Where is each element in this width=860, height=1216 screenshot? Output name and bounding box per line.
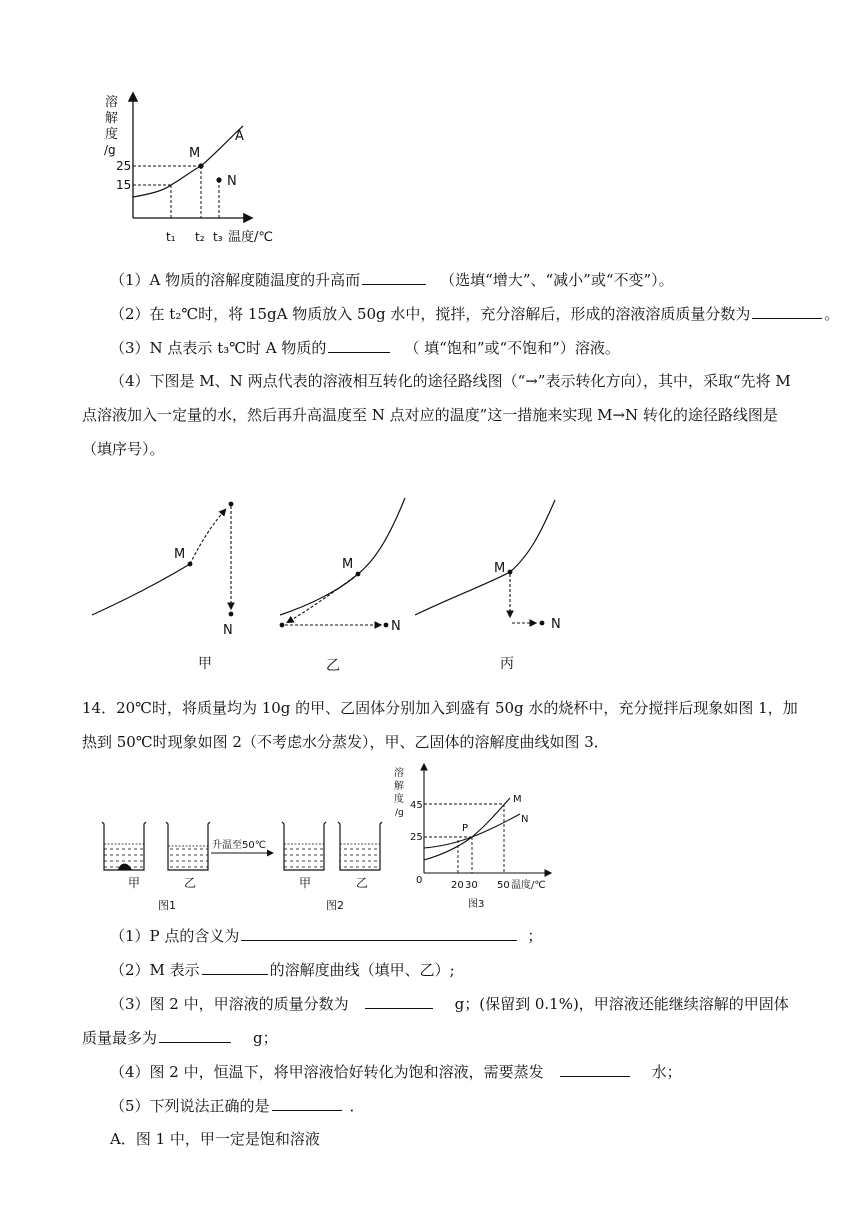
point-m-label: M <box>189 146 201 161</box>
beaker-label: 甲 <box>299 876 312 890</box>
point-n <box>229 612 234 617</box>
beaker-yi-fig2 <box>338 822 382 890</box>
answer-blank <box>159 1026 231 1043</box>
beaker-label: 乙 <box>356 876 369 890</box>
q13-p1-text: （选填“增大”、“减小”或“不变”）。 <box>440 271 674 289</box>
heat-arrow-text: 升温至50℃ <box>212 840 266 851</box>
answer-blank <box>560 1060 630 1077</box>
q14-part1 <box>110 924 542 947</box>
q14-p5-text: ． <box>349 1097 365 1115</box>
y-tick-label: 45 <box>410 800 423 811</box>
answer-blank <box>362 268 426 285</box>
q13-p2-text: 。 <box>824 305 840 323</box>
dashed-path <box>190 510 225 564</box>
q13-p2-text: （2）在 t₂℃时，将 15gA 物质放入 50g 水中，搅拌，充分溶解后，形成的溶液溶质质量分数为 <box>110 305 751 323</box>
answer-blank <box>365 992 433 1009</box>
q14-p3-text: g； <box>253 1029 278 1047</box>
q14-part5 <box>110 1094 365 1117</box>
q14-stem-line2: 热到 50℃时现象如图 2（不考虑水分蒸发），甲、乙固体的溶解度曲线如图 3． <box>82 733 609 751</box>
liquid <box>168 846 208 870</box>
path-diagram-yi <box>280 498 405 674</box>
point-m <box>198 163 203 168</box>
y-label-char: 溶 <box>394 768 404 779</box>
y-label-char: 解 <box>394 781 404 792</box>
q14-p4-text: 水； <box>651 1063 682 1081</box>
q14-p1-text: （1）P 点的含义为 <box>110 927 240 945</box>
beaker-figures <box>98 810 398 920</box>
y-tick-label: 25 <box>116 159 132 173</box>
y-label-char: 溶 <box>105 95 119 110</box>
curve-m-label: M <box>513 794 522 805</box>
label-n: N <box>391 619 401 634</box>
y-label-char: 解 <box>105 111 119 126</box>
q13-p3-text: （3）N 点表示 t₃℃时 A 物质的 <box>110 339 327 357</box>
liquid <box>340 844 380 870</box>
fig2-caption: 图2 <box>326 899 344 912</box>
point-n <box>216 177 221 182</box>
q14-p2-text: 的溶解度曲线（填甲、乙）; <box>269 961 455 979</box>
y-label-char: /g <box>395 808 404 818</box>
q14-stem-line1: 14．20℃时，将质量均为 10g 的甲、乙固体分别加入到盛有 50g 水的烧杯中，充分搅拌后现象如图 1，加 <box>82 699 798 717</box>
caption-yi: 乙 <box>326 658 340 674</box>
q14-part2 <box>110 958 455 981</box>
q13-p1-text: （1）A 物质的溶解度随温度的升高而 <box>110 271 361 289</box>
solubility-graph-mn <box>390 760 565 915</box>
x-axis-label: 温度/℃ <box>511 880 546 891</box>
point-top <box>229 502 234 507</box>
beaker-label: 乙 <box>184 876 197 890</box>
point-mid <box>280 623 285 628</box>
liquid <box>284 844 324 870</box>
q14-part3-line1 <box>110 992 789 1015</box>
path-diagram-bing <box>415 500 561 672</box>
q13-part4-line2: 点溶液加入一定量的水，然后再升高温度至 N 点对应的温度”这一措施来实现 M→N 转化的途径路线图是 <box>82 406 778 424</box>
q14-p3-text: （3）图 2 中，甲溶液的质量分数为 <box>110 995 349 1013</box>
fig1-caption: 图1 <box>158 899 176 912</box>
label-m: M <box>174 547 186 562</box>
curve-a-label: A <box>235 129 244 144</box>
caption-bing: 丙 <box>500 656 514 672</box>
point-m <box>508 570 513 575</box>
label-n: N <box>551 617 561 632</box>
origin-label: 0 <box>416 875 423 886</box>
beaker-label: 甲 <box>128 876 141 890</box>
x-tick-label: t₃ <box>213 230 223 244</box>
q14-option-a: A．图 1 中，甲一定是饱和溶液 <box>110 1130 320 1148</box>
y-tick-label: 25 <box>410 832 423 843</box>
x-tick-label: t₁ <box>166 230 176 244</box>
dashed-path <box>288 574 358 622</box>
q14-part4 <box>110 1060 682 1083</box>
label-m: M <box>342 557 354 572</box>
answer-blank <box>241 924 517 941</box>
caption-jia: 甲 <box>198 656 212 672</box>
y-label-char: 度 <box>105 127 119 142</box>
q13-part2 <box>110 302 839 325</box>
answer-blank <box>328 336 390 353</box>
x-tick-label: 50 <box>497 880 510 891</box>
q13-p3-text: （ 填“饱和”或“不饱和”）溶液。 <box>404 339 620 357</box>
curve <box>415 500 555 615</box>
beaker-jia-fig1 <box>102 822 146 890</box>
point-n <box>384 623 389 628</box>
point-n <box>540 621 545 626</box>
q13-part4-line1: （4）下图是 M、N 两点代表的溶液相互转化的途径路线图（“→”表示转化方向），其中，采取“先将 M <box>110 372 791 390</box>
answer-blank <box>752 302 822 319</box>
q14-part3-line2 <box>82 1026 278 1049</box>
label-n: N <box>223 623 233 638</box>
curve <box>92 564 190 615</box>
q14-p3-text: 质量最多为 <box>82 1029 158 1047</box>
answer-blank <box>272 1094 342 1111</box>
x-tick-label: 20 <box>451 880 464 891</box>
q13-part3 <box>110 336 620 359</box>
q13-part1 <box>110 268 674 291</box>
point-p-label: P <box>462 823 469 834</box>
path-diagram-jia <box>92 502 233 672</box>
y-tick-label: 15 <box>116 178 132 192</box>
y-label-char: /g <box>104 143 116 157</box>
q14-p5-text: （5）下列说法正确的是 <box>110 1097 270 1115</box>
q14-p4-text: （4）图 2 中，恒温下，将甲溶液恰好转化为饱和溶液，需要蒸发 <box>110 1063 544 1081</box>
beaker-yi-fig1 <box>166 822 210 890</box>
q13-part4-line3: （填序号）。 <box>82 440 165 458</box>
q14-p1-text: ； <box>527 927 543 945</box>
answer-blank <box>202 958 268 975</box>
y-label-char: 度 <box>394 794 404 805</box>
x-axis-label: 温度/℃ <box>228 230 273 245</box>
fig3-caption: 图3 <box>468 899 485 910</box>
x-tick-label: 30 <box>465 880 478 891</box>
solubility-graph-a <box>95 88 295 253</box>
q14-p3-text: g；(保留到 0.1%)，甲溶液还能继续溶解的甲固体 <box>454 995 789 1013</box>
point-n-label: N <box>227 174 237 189</box>
q14-p2-text: （2）M 表示 <box>110 961 200 979</box>
x-tick-label: t₂ <box>195 230 205 244</box>
path-diagrams <box>80 490 600 680</box>
beaker-jia-fig2 <box>282 822 326 890</box>
curve-n-label: N <box>521 814 529 825</box>
label-m: M <box>494 561 506 576</box>
